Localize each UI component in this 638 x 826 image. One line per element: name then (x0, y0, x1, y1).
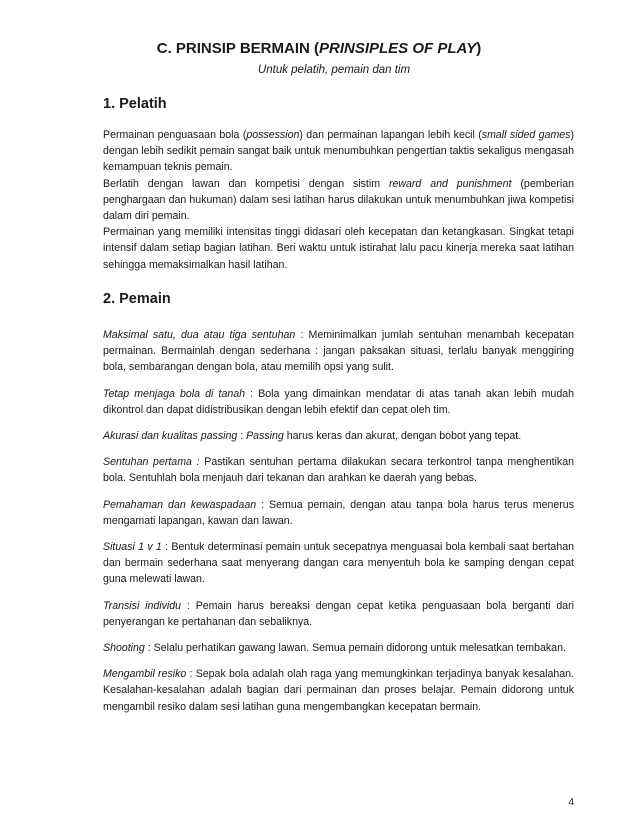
title-italic: PRINSIPLES OF PLAY (319, 40, 477, 57)
term: Sentuhan pertama : (103, 456, 200, 469)
section-heading-pelatih: 1. Pelatih (103, 96, 167, 112)
text: (pemberian penghargaan dan hukuman) dalam sesi latihan harus dilakukan untuk menumbuhkan jiwa kompetisi dalam diri pemain. (103, 177, 574, 223)
list-item (103, 598, 574, 630)
text: : Sepak bola adalah olah raga yang memungkinkan terjadinya banyak kesalahan. Kesalahan-kesalahan adalah bagian dari permainan dan proses belajar. Pemain didorong untuk mengambil resiko dalam sesi latihan guna mengembangkan kecepatan bermain. (103, 668, 574, 713)
paragraph: Permainan yang memiliki intensitas tinggi didasari oleh kecepatan dan ketangkasan. Singkat tetapi intensif dalam setiap bagian latihan. Beri waktu untuk istirahat lalu pacu kinerja mereka saat latihan sehingga memaksimalkan hasil latihan. (103, 226, 574, 271)
term: Tetap menjaga bola di tanah (103, 387, 246, 400)
list-item (103, 327, 574, 376)
page-title (0, 40, 638, 57)
text: harus keras dan akurat, dengan bobot yang tepat. (283, 430, 522, 443)
term: Situasi 1 v 1 (103, 541, 162, 554)
paragraph (103, 176, 574, 225)
text: ) dengan lebih sedikit pemain sangat baik untuk menumbuhkan pengertian taktis sekaligus mengasah kemampuan teknis pemain. (103, 129, 574, 174)
term: Shooting (103, 642, 145, 655)
list-item (103, 386, 574, 418)
list-item (103, 454, 574, 486)
text: Berlatih dengan lawan dan kompetisi dengan sistim (103, 177, 389, 190)
list-item (103, 497, 574, 529)
section-pemain-body (103, 327, 574, 715)
list-item (103, 428, 574, 444)
text: : Meminimalkan jumlah sentuhan menambah kecepatan permainan. Bermainlah dengan sederhana : jangan paksakan situasi, terlalu banyak menggiring bola, sembarangan dengan bola, atau memilih opsi yang sulit. (103, 329, 574, 374)
term: Passing (246, 430, 284, 443)
italic-text: reward and punishment (388, 177, 512, 190)
page-number: 4 (568, 797, 574, 808)
text: : Selalu perhatikan gawang lawan. Semua pemain didorong untuk melesatkan tembakan. (144, 642, 566, 655)
term: Maksimal satu, dua atau tiga sentuhan (103, 329, 296, 341)
italic-text: possession (246, 129, 300, 141)
text: Pastikan sentuhan pertama dilakukan secara terkontrol tanpa menghentikan bola. Sentuhlah bola menjauh dari tekanan dan arahkan ke daerah yang bebas. (103, 456, 574, 485)
text: : Bentuk determinasi pemain untuk secepatnya menguasai bola kembali saat bertahan dan bermain sederhana saat menyerang dangan cara menyentuh bola ke samping dengan cepat guna melewati lawan. (103, 541, 574, 586)
text: : Semua pemain, dengan atau tanpa bola harus terus menerus mengamati lapangan, kawan dan lawan. (103, 498, 574, 527)
page-subtitle: Untuk pelatih, pemain dan tim (257, 64, 411, 76)
term: Transisi individu (103, 599, 182, 612)
term: Akurasi dan kualitas passing (103, 430, 238, 443)
title-suffix: ) (476, 40, 482, 57)
section-heading-pemain: 2. Pemain (103, 291, 171, 307)
text: : Pemain harus bereaksi dengan cepat ketika penguasaan bola berganti dari penyerangan ke pertahanan dan sebaliknya. (103, 599, 574, 628)
text: : (237, 430, 247, 443)
list-item (103, 666, 574, 715)
paragraph (103, 127, 574, 176)
section-pelatih-body (103, 127, 574, 273)
list-item (103, 539, 574, 588)
text: ) dan permainan lapangan lebih kecil ( (299, 129, 482, 141)
term: Mengambil resiko (103, 668, 187, 681)
title-prefix: C. PRINSIP BERMAIN ( (156, 40, 319, 57)
list-item (103, 640, 574, 656)
text: Permainan penguasaan bola ( (103, 129, 247, 141)
term: Pemahaman dan kewaspadaan (103, 498, 257, 511)
text: : Bola yang dimainkan mendatar di atas tanah akan lebih mudah dikontrol dan dapat didistribusikan dengan lebih efektif dan cepat oleh tim. (103, 387, 575, 416)
italic-text: small sided games (481, 129, 571, 141)
